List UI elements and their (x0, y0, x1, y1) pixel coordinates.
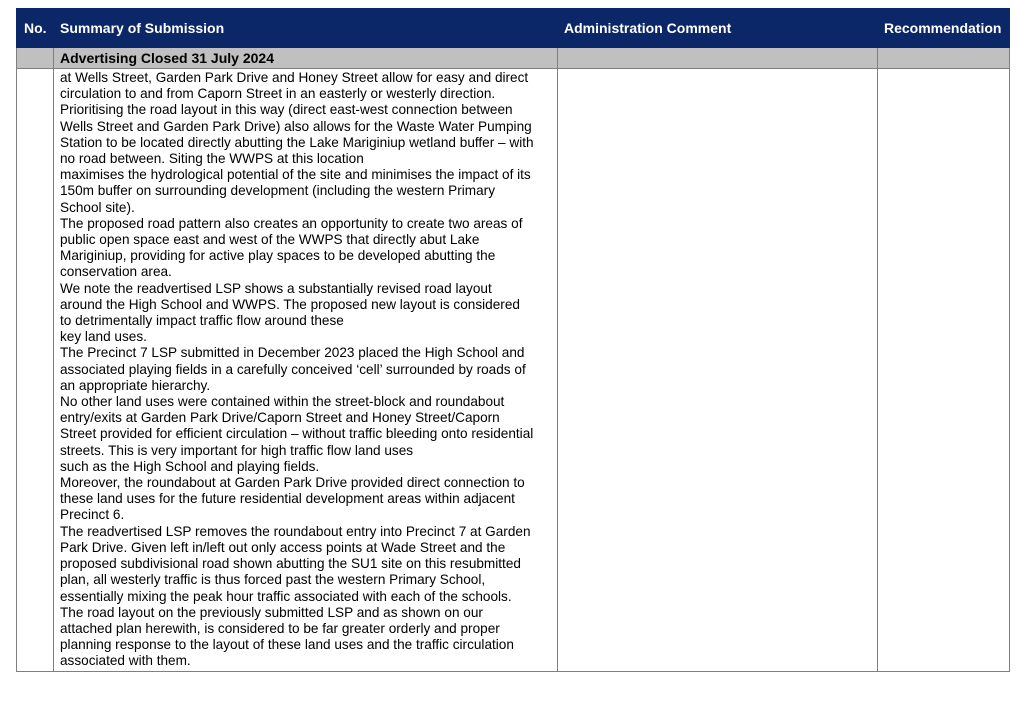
summary-line: around the High School and WWPS. The proposed new layout is considered (60, 296, 520, 312)
summary-line: Mariginiup, providing for active play spaces to be developed abutting the (60, 248, 496, 264)
summary-line: Wells Street and Garden Park Drive) also allows for the Waste Water Pumping (60, 118, 532, 134)
summary-line: The readvertised LSP removes the roundabout entry into Precinct 7 at Garden (60, 523, 531, 539)
summary-line: such as the High School and playing fields. (60, 458, 320, 474)
admin-comment-cell (558, 69, 878, 672)
table-header-row (17, 9, 1010, 48)
summary-line: Prioritising the road layout in this way (direct east-west connection between (60, 102, 513, 118)
summary-line: The road layout on the previously submitted LSP and as shown on our (60, 604, 483, 620)
summary-line: associated with them. (60, 653, 191, 669)
section-rec-cell (878, 48, 1010, 69)
section-row (17, 48, 1010, 69)
summary-line: Moreover, the roundabout at Garden Park Drive provided direct connection to (60, 475, 525, 491)
summary-line: planning response to the layout of these land uses and the traffic circulation (60, 637, 514, 653)
summary-line: entry/exits at Garden Park Drive/Caporn Street and Honey Street/Caporn (60, 410, 500, 426)
submissions-table (16, 8, 1010, 672)
summary-line: associated playing fields in a carefully conceived ‘cell’ surrounded by roads of (60, 361, 526, 377)
summary-line: 150m buffer on surrounding development (including the western Primary (60, 183, 495, 199)
header-no: No. (17, 9, 54, 48)
table-row (17, 69, 1010, 672)
summary-line: The Precinct 7 LSP submitted in December 2023 placed the High School and (60, 345, 525, 361)
summary-text (60, 70, 551, 670)
summary-line: key land uses. (60, 329, 147, 345)
summary-line: to detrimentally impact traffic flow around these (60, 313, 344, 329)
summary-line: public open space east and west of the WWPS that directly abut Lake (60, 232, 480, 248)
recommendation-cell (878, 69, 1010, 672)
summary-line: attached plan herewith, is considered to be far greater orderly and proper (60, 620, 500, 636)
summary-line: proposed subdivisional road shown abutting the SU1 site on this resubmitted (60, 556, 521, 572)
summary-line: these land uses for the future residential development areas within adjacent (60, 491, 515, 507)
header-admin-comment: Administration Comment (558, 9, 878, 48)
summary-line: Station to be located directly abutting the Lake Mariginiup wetland buffer – with (60, 134, 534, 150)
summary-line: The proposed road pattern also creates an opportunity to create two areas of (60, 215, 523, 231)
summary-line: streets. This is very important for high traffic flow land uses (60, 442, 414, 458)
summary-line: We note the readvertised LSP shows a substantially revised road layout (60, 280, 492, 296)
summary-line: School site). (60, 199, 135, 215)
row-no-cell (17, 69, 54, 672)
summary-line: circulation to and from Caporn Street in an easterly or westerly direction. (60, 86, 496, 102)
section-no-cell (17, 48, 54, 69)
summary-line: an appropriate hierarchy. (60, 377, 211, 393)
summary-line: plan, all westerly traffic is thus forced past the western Primary School, (60, 572, 486, 588)
summary-line: No other land uses were contained within the street-block and roundabout (60, 394, 505, 410)
section-title: Advertising Closed 31 July 2024 (54, 48, 558, 69)
summary-line: Street provided for efficient circulation – without traffic bleeding onto residential (60, 426, 534, 442)
summary-line: Precinct 6. (60, 507, 125, 523)
summary-cell (54, 69, 558, 672)
summary-line: at Wells Street, Garden Park Drive and Honey Street allow for easy and direct (60, 70, 529, 85)
summary-line: no road between. Siting the WWPS at this location (60, 151, 364, 167)
summary-line: Park Drive. Given left in/left out only access points at Wade Street and the (60, 539, 506, 555)
summary-line: conservation area. (60, 264, 172, 280)
summary-line: essentially mixing the peak hour traffic associated with each of the schools. (60, 588, 512, 604)
section-admin-cell (558, 48, 878, 69)
header-recommendation: Recommendation (878, 9, 1010, 48)
summary-line: maximises the hydrological potential of the site and minimises the impact of its (60, 167, 531, 183)
header-summary: Summary of Submission (54, 9, 558, 48)
